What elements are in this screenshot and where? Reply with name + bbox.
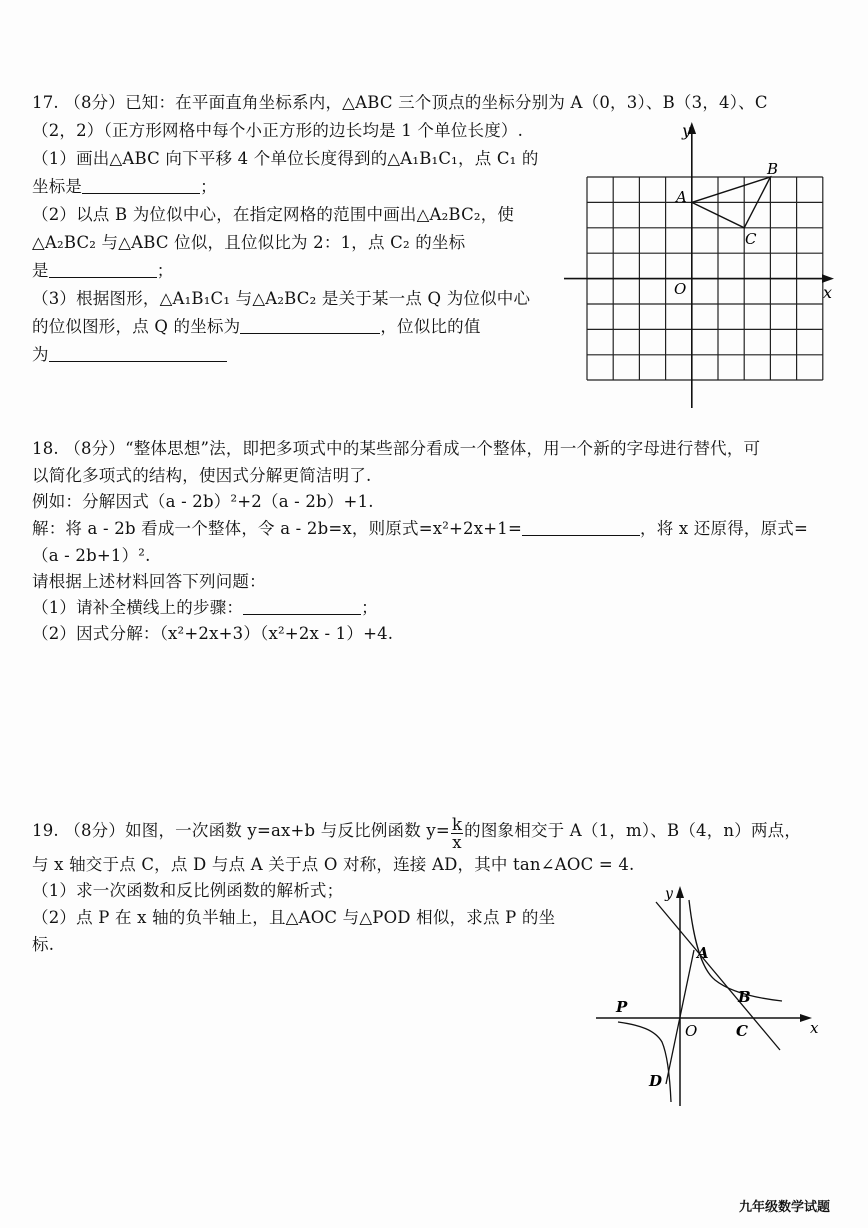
- q17-answer-blank-3[interactable]: [240, 317, 380, 334]
- q19-label-p: P: [616, 998, 628, 1016]
- q19-stem-line1: [32, 816, 801, 851]
- q18-solution-prefix: 解：将 a - 2b 看成一个整体，令 a - 2b=x，则原式=x²+2x+1=: [32, 519, 523, 538]
- q17-label-y: y: [682, 121, 692, 140]
- q17-label-x: x: [823, 283, 833, 302]
- q17-part3-line1: （3）根据图形，△A₁B₁C₁ 与△A₂BC₂ 是关于某一点 Q 为位似中心: [32, 289, 531, 308]
- q19-label-y: y: [665, 886, 673, 902]
- q18-part2: （2）因式分解：（x²+2x+3）（x²+2x - 1）+4.: [32, 624, 394, 643]
- q19-linear-line: [656, 902, 780, 1050]
- q18-instruction: 请根据上述材料回答下列问题：: [32, 572, 266, 591]
- q18-answer-blank-1[interactable]: [522, 519, 640, 536]
- q19-stem-suffix: 的图象相交于 A（1，m）、B（4，n）两点，: [464, 821, 802, 840]
- q17-part3-line2: [32, 316, 481, 338]
- q19-fraction: [451, 816, 463, 851]
- q17-part3-prefix: 的位似图形，点 Q 的坐标为: [32, 317, 241, 336]
- q18-solution-line2: （a - 2b+1）².: [32, 546, 151, 565]
- q19-stem-prefix: 19. （8分）如图，一次函数 y=ax+b 与反比例函数 y=: [32, 821, 450, 840]
- q17-part2-line2: △A₂BC₂ 与△ABC 位似，且位似比为 2：1，点 C₂ 的坐标: [32, 233, 466, 252]
- q17-grid-figure: [560, 120, 840, 412]
- q17-part1-line2: [32, 176, 217, 198]
- q18-example: 例如：分解因式（a - 2b）²+2（a - 2b）+1.: [32, 492, 374, 511]
- q17-stem-line2: （2，2）（正方形网格中每个小正方形的边长均是 1 个单位长度）.: [32, 121, 524, 140]
- q17-part3-middle: ，位似比的值: [380, 317, 481, 336]
- q19-part1: （1）求一次函数和反比例函数的解析式；: [32, 881, 344, 900]
- q17-label-origin: O: [674, 280, 687, 298]
- q17-part2-line3: [32, 260, 173, 282]
- q17-part2-suffix: ；: [156, 261, 174, 280]
- q19-part2-line2: 标.: [32, 935, 55, 954]
- q19-y-arrow-icon: [676, 886, 684, 898]
- q19-fraction-denominator: x: [452, 833, 462, 852]
- q19-function-figure: [590, 880, 830, 1110]
- q18-part1: [32, 597, 378, 619]
- q19-fraction-numerator: k: [451, 815, 463, 834]
- page-footer: 九年级数学试题: [738, 1200, 830, 1215]
- q17-part1-suffix: ；: [200, 177, 217, 196]
- q17-part3-prefix-2: 为: [32, 345, 49, 364]
- q17-part2-prefix: 是: [32, 261, 49, 280]
- q17-x-arrow-icon: [822, 274, 834, 283]
- q18-part1-suffix: ；: [361, 598, 378, 617]
- q18-stem-line1: 18. （8分）“整体思想”法，即把多项式中的某些部分看成一个整体，用一个新的字母进行替代，可: [32, 439, 761, 458]
- q19-label-a: A: [697, 944, 709, 962]
- q17-stem-line1: 17. （8分）已知：在平面直角坐标系内，△ABC 三个顶点的坐标分别为 A（0，3）、B（3，4）、C: [32, 93, 768, 112]
- q19-label-x: x: [810, 1019, 819, 1037]
- q17-part1-line1: （1）画出△ABC 向下平移 4 个单位长度得到的△A₁B₁C₁，点 C₁ 的: [32, 149, 539, 168]
- q17-part1-prefix: 坐标是: [32, 177, 83, 196]
- q18-answer-blank-2[interactable]: [243, 598, 361, 615]
- q17-answer-blank-4[interactable]: [49, 345, 227, 362]
- q18-solution-line1: [32, 518, 808, 540]
- q17-label-b: B: [767, 160, 779, 178]
- q19-part2-line1: （2）点 P 在 x 轴的负半轴上，且△AOC 与△POD 相似，求点 P 的坐: [32, 908, 556, 927]
- q18-stem-line2: 以简化多项式的结构，使因式分解更简洁明了.: [32, 466, 372, 485]
- q19-label-c: C: [736, 1022, 748, 1040]
- q18-part1-prefix: （1）请补全横线上的步骤：: [32, 598, 244, 617]
- q17-answer-blank-2[interactable]: [49, 261, 157, 278]
- q17-part3-line3: [32, 344, 227, 366]
- q19-label-origin: O: [685, 1022, 698, 1040]
- q17-label-c: C: [745, 230, 757, 248]
- q18-solution-suffix: ，将 x 还原得，原式=: [640, 519, 809, 538]
- q17-answer-blank-1[interactable]: [82, 177, 200, 194]
- q17-part2-line1: （2）以点 B 为位似中心，在指定网格的范围中画出△A₂BC₂，使: [32, 205, 515, 224]
- q19-stem-line2: 与 x 轴交于点 C，点 D 与点 A 关于点 O 对称，连接 AD，其中 tan∠AOC = 4.: [32, 855, 635, 874]
- q19-label-d: D: [649, 1072, 663, 1090]
- q19-hyperbola-branch-2: [618, 1022, 671, 1102]
- q19-label-b: B: [738, 988, 751, 1006]
- q17-label-a: A: [676, 188, 687, 206]
